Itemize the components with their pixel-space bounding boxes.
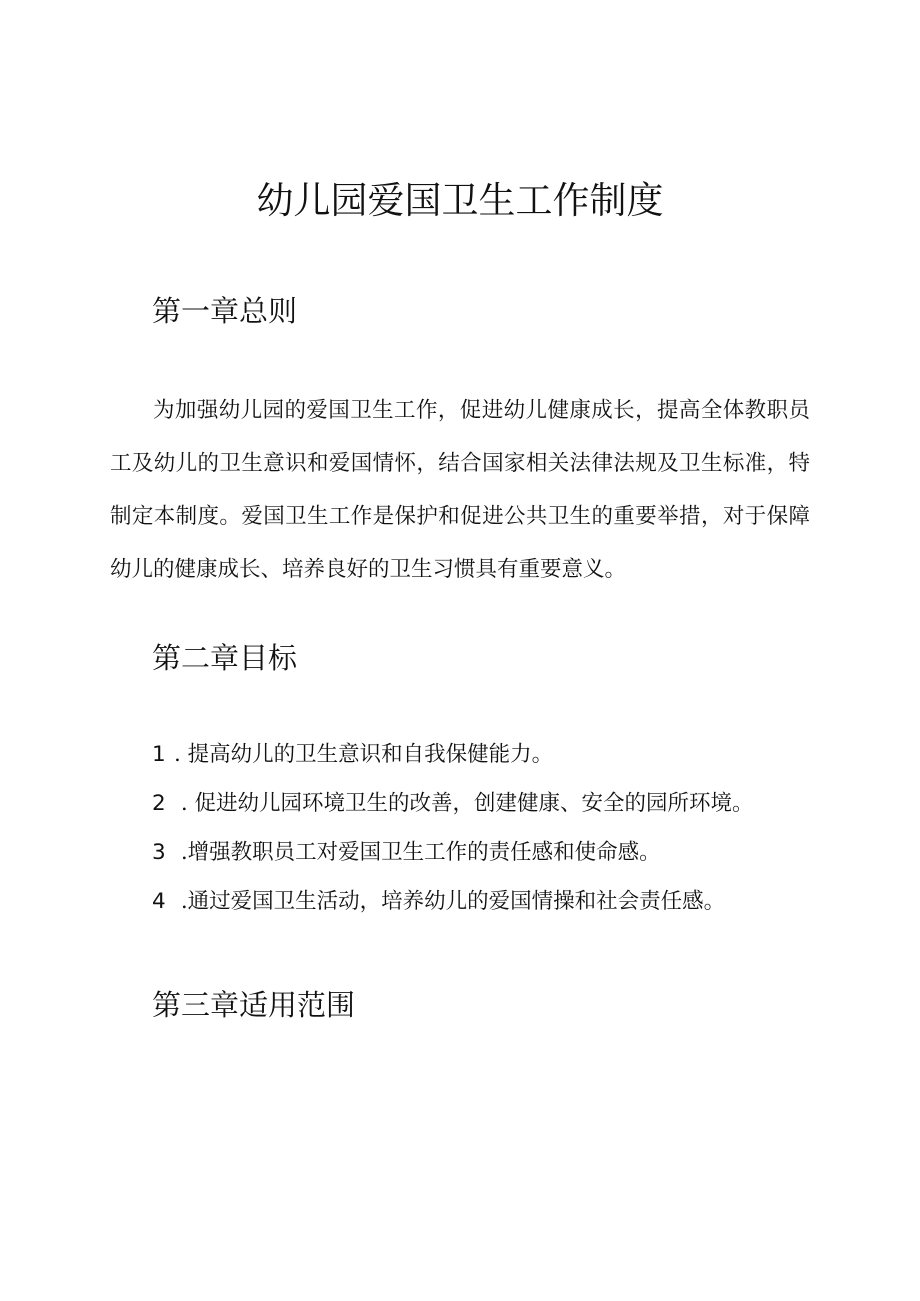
list-item-number: 4	[152, 889, 166, 914]
chapter-heading-scope: 第三章适用范围	[152, 988, 356, 1022]
list-item-text: . 促进幼儿园环境卫生的改善，创建健康、安全的园所环境。	[174, 791, 754, 816]
chapter-paragraph-general: 为加强幼儿园的爱国卫生工作，促进幼儿健康成长，提高全体教职员工及幼儿的卫生意识和爱国情怀，结合国家相关法律法规及卫生标准，特制定本制度。爱国卫生工作是保护和促进公共卫生的重要举措，对于保障幼儿的健康成长、培养良好的卫生习惯具有重要意义。	[110, 398, 810, 582]
list-item-number: 1	[152, 742, 166, 767]
list-item	[152, 779, 832, 828]
list-item	[152, 828, 832, 877]
goals-list	[152, 730, 832, 926]
document-title: 幼儿园爱国卫生工作制度	[256, 179, 664, 222]
chapter-heading-goals: 第二章目标	[152, 641, 298, 675]
list-item-number: 3	[152, 840, 166, 865]
list-item	[152, 730, 832, 779]
chapter-heading-general: 第一章总则	[152, 294, 298, 328]
list-item-text: .增强教职员工对爱国卫生工作的责任感和使命感。	[174, 840, 661, 865]
list-item-number: 2	[152, 791, 166, 816]
list-item	[152, 877, 832, 926]
list-item-text: . 提高幼儿的卫生意识和自我保健能力。	[174, 742, 554, 767]
list-item-text: .通过爱国卫生活动，培养幼儿的爱国情操和社会责任感。	[174, 889, 726, 914]
